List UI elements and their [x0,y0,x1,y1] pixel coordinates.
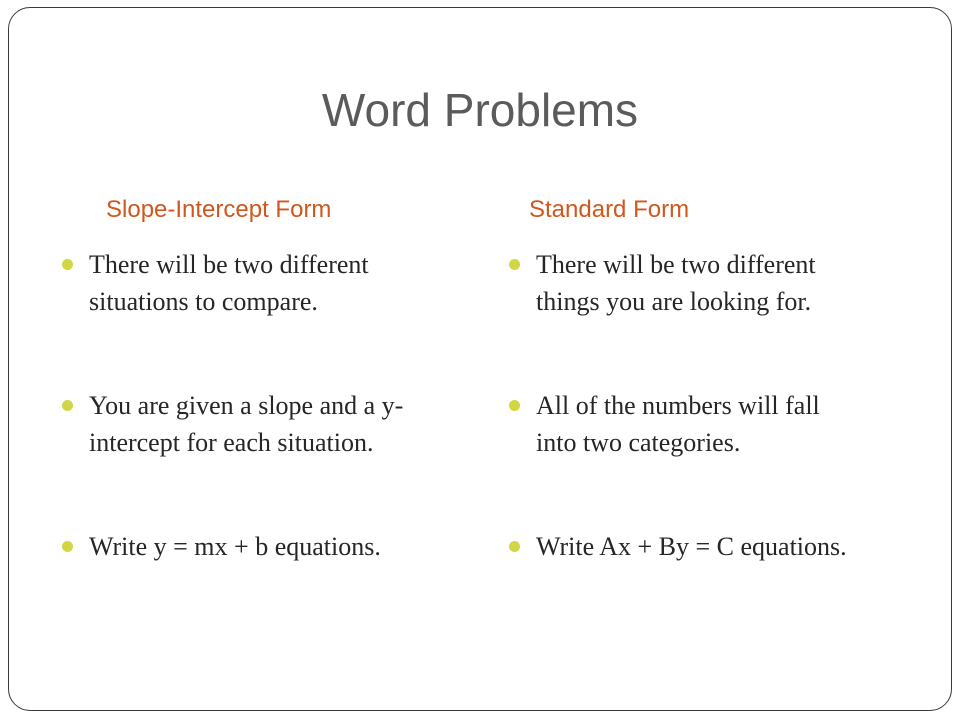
bullet-line: situations to compare. [89,287,318,316]
bullet-line: All of the numbers will fall [536,391,820,420]
bullet-dot-icon [509,259,520,270]
bullet-dot-icon [509,541,520,552]
bullet-dot-icon [62,400,73,411]
bullet-line: Write Ax + By = C equations. [536,532,847,561]
bullet-item [509,387,909,461]
bullet-item [62,528,462,565]
column-standard [509,246,909,601]
column-heading-slope-intercept: Slope-Intercept Form [106,196,332,223]
bullet-line: You are given a slope and a y- [89,391,404,420]
bullet-item [509,246,909,320]
bullet-item [509,528,909,565]
column-heading-standard: Standard Form [529,196,690,223]
bullet-line: things you are looking for. [536,287,812,316]
bullet-dot-icon [509,400,520,411]
slide-title: Word Problems [321,84,639,136]
bullet-dot-icon [62,541,73,552]
bullet-item [62,246,462,320]
bullet-line: Write y = mx + b equations. [89,532,381,561]
bullet-line: There will be two different [536,250,816,279]
column-slope-intercept [62,246,462,601]
bullet-dot-icon [62,259,73,270]
bullet-line: intercept for each situation. [89,428,374,457]
bullet-item [62,387,462,461]
bullet-line: There will be two different [89,250,369,279]
bullet-line: into two categories. [536,428,741,457]
